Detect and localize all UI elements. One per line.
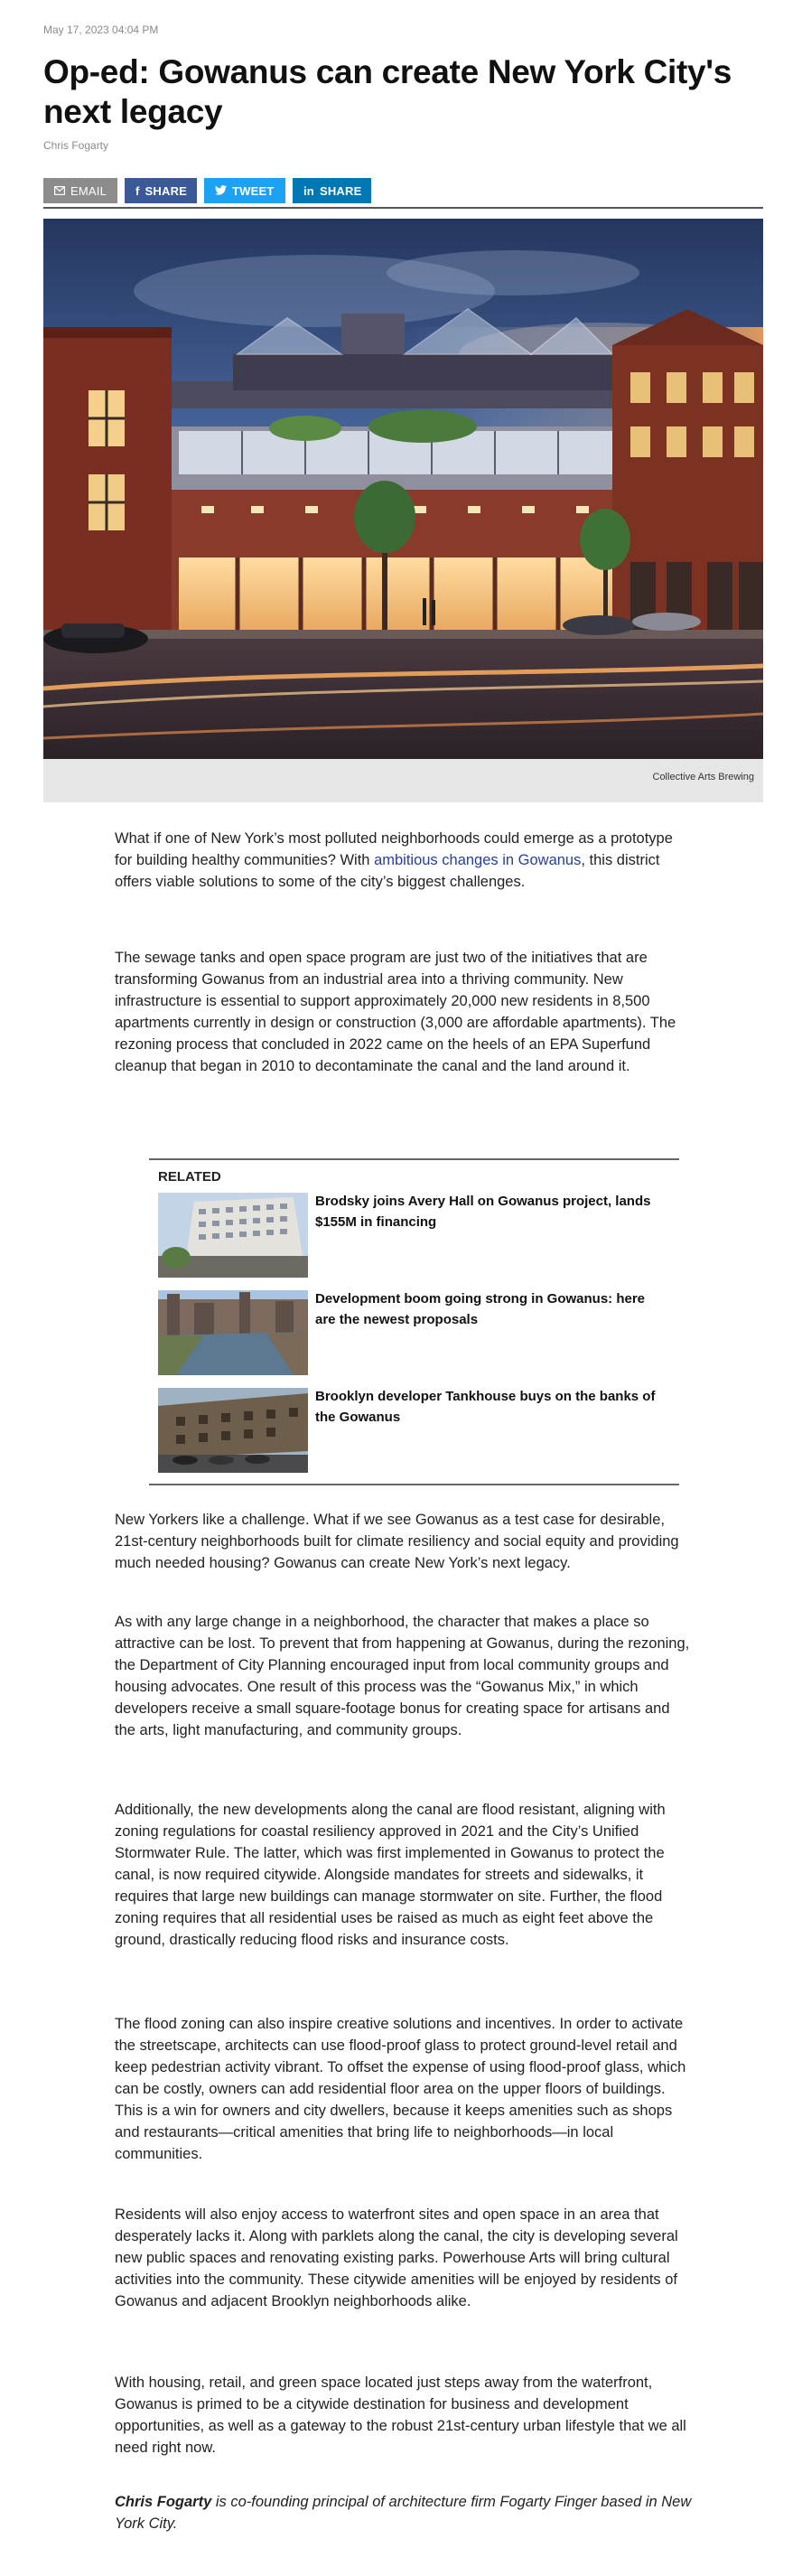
paragraph-2: The sewage tanks and open space program are just two of the initiatives that are transforming Gowanus from an industrial area into a thriving community. New infrastructure is essential to support approximately 20,000 new residents in 8,500 apartments currently in design or construction (3,000 are affordable apartments). The rezoning process that concluded in 2022 came on the heels of an EPA Superfund cleanup that began in 2010 to decontaminate the canal and the land around it. bbox=[115, 950, 676, 1074]
caption-bar bbox=[43, 759, 763, 802]
paragraph-7: Residents will also enjoy access to waterfront sites and open space in an area that desperately lacks it. Along with parklets along the canal, the city is developing several new public spaces and renovating existing parks. Powerhouse Arts will bring cultural activities into the community. These citywide amenities will be enjoyed by residents of Gowanus and adjacent Brooklyn neighborhoods alike. bbox=[115, 2206, 678, 2309]
hero-image bbox=[43, 219, 763, 759]
paragraph-1: What if one of New York’s most polluted neighborhoods could emerge as a prototype for building healthy communities? With ambitious changes in Gowanus, this district offers viable solutions to some of the city’s biggest challenges. bbox=[115, 830, 673, 890]
paragraph-8: With housing, retail, and green space located just steps away from the waterfront, Gowanus is primed to be a citywide destination for business and development opportunities, as well as a gateway to the robust 21st-century urban lifestyle that we all need right now. bbox=[115, 2375, 686, 2456]
paragraph-3: New Yorkers like a challenge. What if we see Gowanus as a test case for desirable, 21st-century neighborhoods built for climate resiliency and social equity and providing much needed housing? Gowanus can create New York’s next legacy. bbox=[115, 1512, 679, 1571]
related-bottom-rule bbox=[149, 1484, 679, 1485]
facebook-icon: f bbox=[135, 183, 140, 198]
facebook-share-button[interactable] bbox=[125, 178, 197, 203]
related-item[interactable] bbox=[158, 1388, 670, 1473]
related-thumbnail[interactable] bbox=[158, 1290, 308, 1375]
share-bar bbox=[43, 178, 371, 203]
author-bio: Chris Fogarty is co-founding principal of architecture firm Fogarty Finger based in New York City. bbox=[115, 2494, 692, 2532]
header-divider bbox=[43, 207, 763, 209]
linkedin-share-label: SHARE bbox=[319, 183, 362, 198]
image-caption: Collective Arts Brewing bbox=[652, 772, 754, 782]
envelope-icon bbox=[54, 184, 65, 198]
author-name[interactable]: Chris Fogarty bbox=[43, 139, 109, 152]
email-share-button[interactable] bbox=[43, 178, 117, 203]
twitter-icon bbox=[215, 184, 227, 198]
article-title: Op-ed: Gowanus can create New York City's next legacy bbox=[43, 53, 732, 130]
related-link[interactable]: Brodsky joins Avery Hall on Gowanus project, lands $155M in financing bbox=[315, 1194, 651, 1230]
twitter-share-button[interactable] bbox=[204, 178, 285, 203]
bio-author-name: Chris Fogarty bbox=[115, 2494, 212, 2510]
paragraph-4: As with any large change in a neighborhood, the character that makes a place so attractive can be lost. To prevent that from happening at Gowanus, during the rezoning, the Department of City Planning encouraged input from local community groups and housing advocates. One result of this process was the “Gowanus Mix,” in which developers receive a small square-footage bonus for creating space for artisans and the arts, light manufacturing, and community groups. bbox=[115, 1614, 690, 1738]
related-item[interactable] bbox=[158, 1290, 670, 1375]
paragraph-6: The flood zoning can also inspire creative solutions and incentives. In order to activate the streetscape, architects can use flood-proof glass to protect ground-level retail and keep pedestrian activity vibrant. To offset the expense of using flood-proof glass, which can be costly, owners can add residential floor area on the upper floors of buildings. This is a win for owners and city dwellers, because it keeps amenities such as shops and restaurants—critical amenities that bring life to neighborhoods—in local communities. bbox=[115, 2016, 686, 2162]
ambitious-changes-link[interactable]: ambitious changes in Gowanus bbox=[374, 852, 582, 868]
linkedin-icon: in bbox=[303, 183, 314, 198]
linkedin-share-button[interactable] bbox=[293, 178, 371, 203]
twitter-share-label: TWEET bbox=[232, 183, 275, 198]
email-share-label: EMAIL bbox=[70, 183, 107, 198]
facebook-share-label: SHARE bbox=[145, 183, 188, 198]
publish-date: May 17, 2023 04:04 PM bbox=[43, 23, 159, 36]
related-link[interactable]: Brooklyn developer Tankhouse buys on the banks of the Gowanus bbox=[315, 1389, 656, 1425]
related-top-rule bbox=[149, 1158, 679, 1160]
related-link[interactable]: Development boom going strong in Gowanus: here are the newest proposals bbox=[315, 1291, 646, 1327]
related-heading: RELATED bbox=[158, 1169, 221, 1185]
related-item[interactable] bbox=[158, 1193, 670, 1278]
related-thumbnail[interactable] bbox=[158, 1193, 308, 1278]
related-thumbnail[interactable] bbox=[158, 1388, 308, 1473]
paragraph-5: Additionally, the new developments along the canal are flood resistant, aligning with zoning regulations for coastal resiliency approved in 2021 and the City’s Unified Stormwater Rule. The latter, which was first implemented in Gowanus to protect the canal, is now required citywide. Alongside mandates for streets and sidewalks, it requires that large new buildings can manage stormwater on site. Further, the flood zoning requires that all residential uses be raised as much as eight feet above the ground, drastically reducing flood risks and insurance costs. bbox=[115, 1802, 666, 1948]
